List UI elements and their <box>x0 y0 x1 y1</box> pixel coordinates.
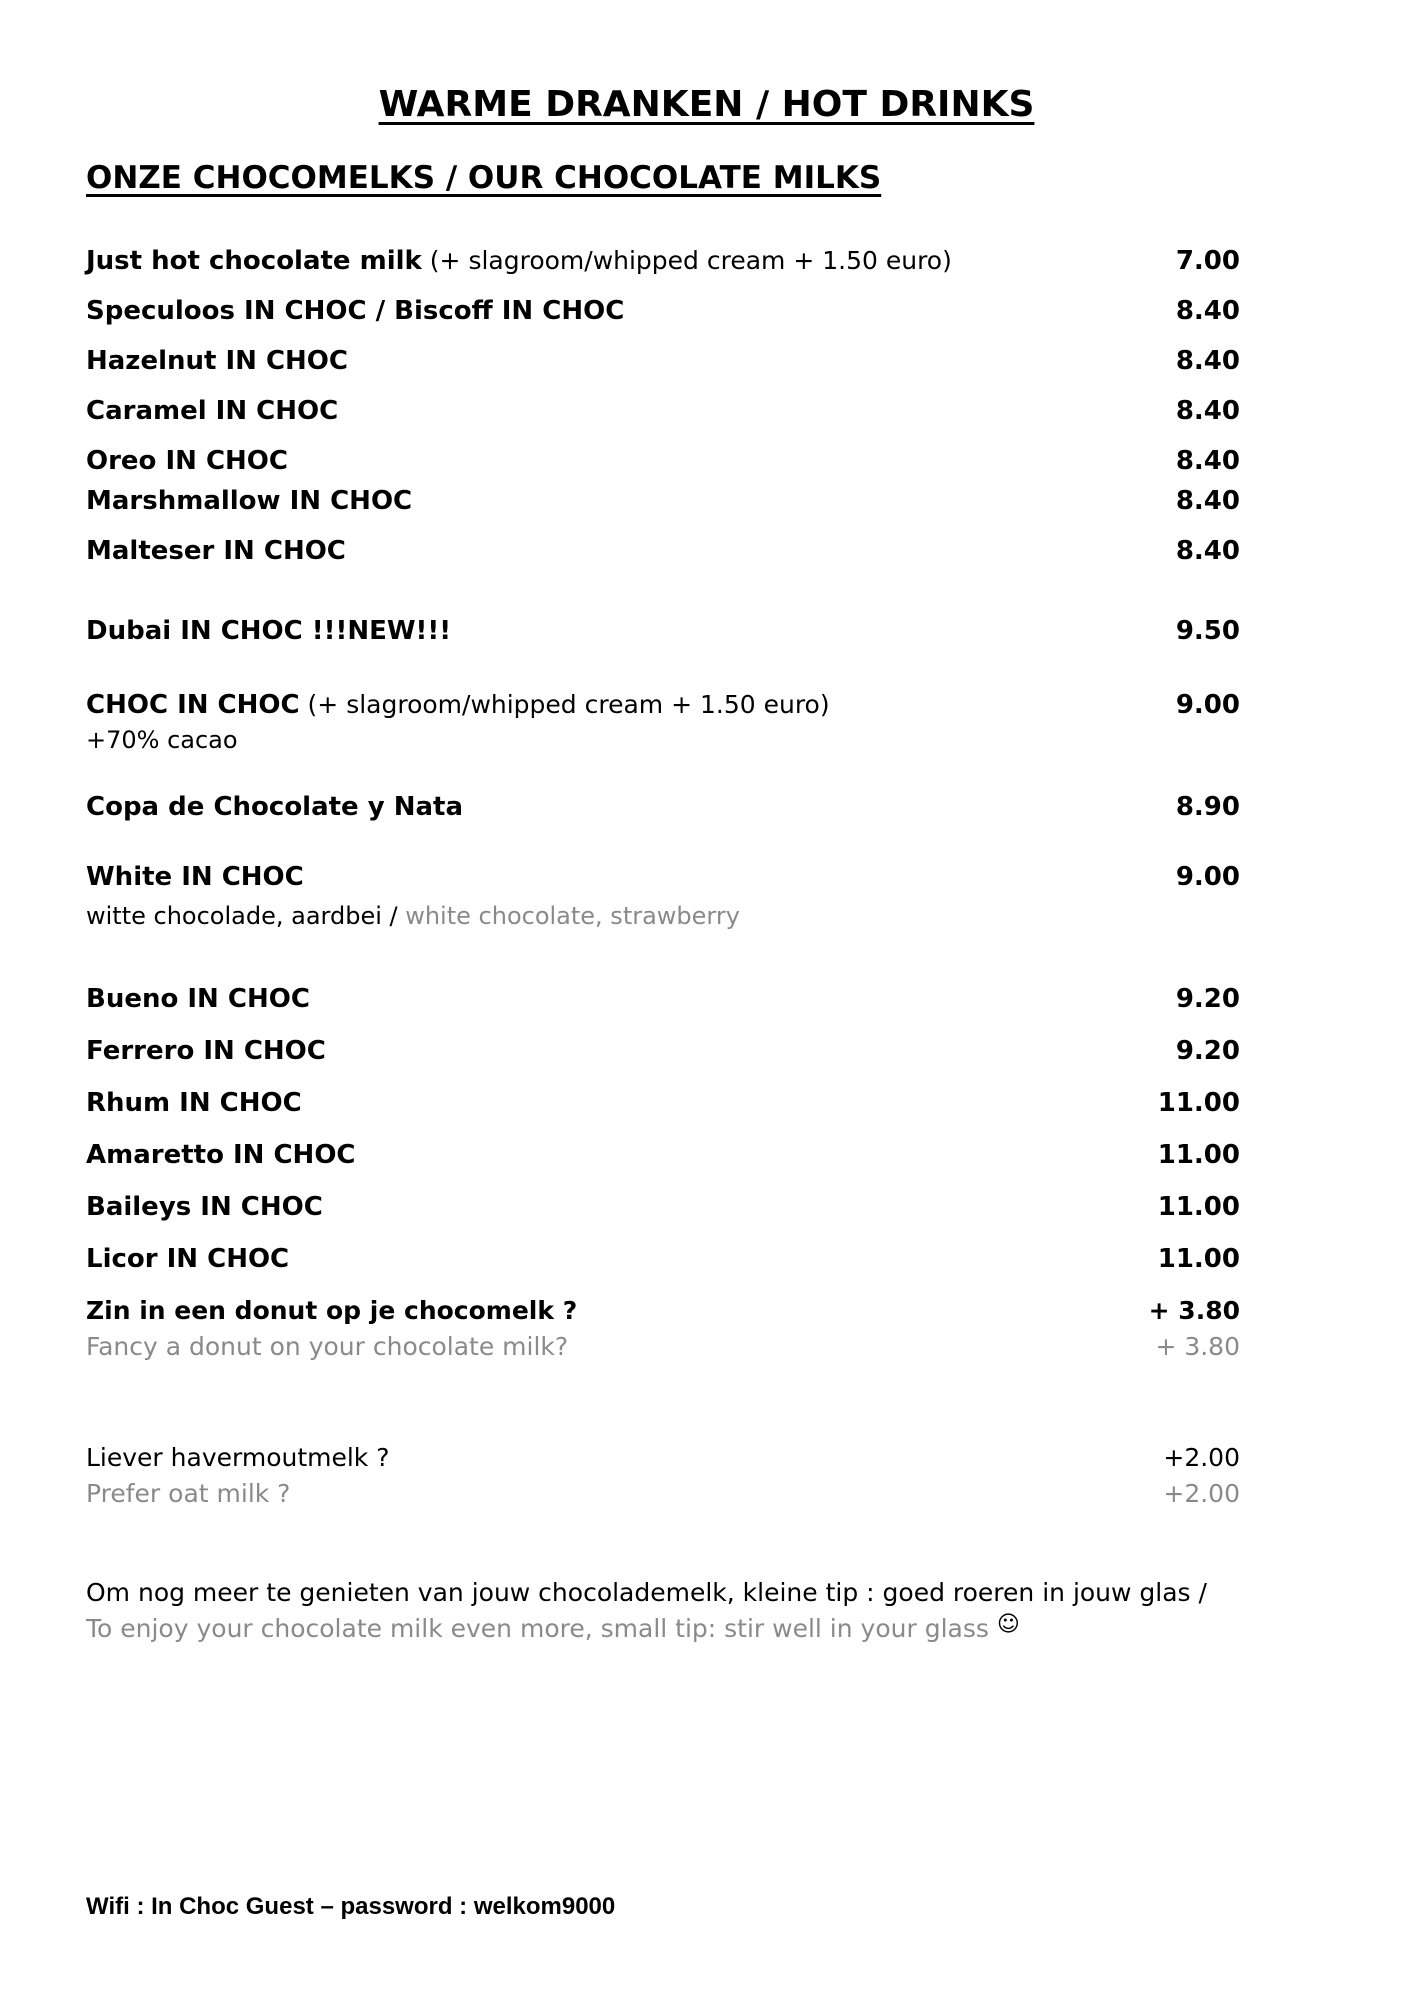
item-price: 8.40 <box>1175 396 1240 426</box>
item-name: Oreo IN CHOC <box>86 446 288 476</box>
item-name: White IN CHOC <box>86 862 304 892</box>
menu-item <box>86 1244 1240 1284</box>
oat-label-nl: Liever havermoutmelk ? <box>86 1443 390 1472</box>
menu-item <box>86 616 1240 656</box>
tip-en <box>86 1614 1020 1643</box>
item-name: Marshmallow IN CHOC <box>86 486 413 516</box>
item-price: 8.40 <box>1175 446 1240 476</box>
item-name: Rhum IN CHOC <box>86 1088 302 1118</box>
tip-nl: Om nog meer te genieten van jouw chocolademelk, kleine tip : goed roeren in jouw glas / <box>86 1578 1207 1607</box>
item-price: 9.00 <box>1175 862 1240 892</box>
menu-item <box>86 984 1240 1024</box>
oat-label-en: Prefer oat milk ? <box>86 1479 291 1508</box>
menu-item <box>86 346 1240 386</box>
oat-price-en: +2.00 <box>1163 1479 1240 1508</box>
item-name: CHOC IN CHOC <box>86 690 300 720</box>
item-price: 9.00 <box>1175 690 1240 720</box>
item-price: 11.00 <box>1157 1192 1240 1222</box>
item-price: 7.00 <box>1175 246 1240 276</box>
menu-item <box>86 1140 1240 1180</box>
donut-addon-en <box>86 1332 1240 1372</box>
item-price: 8.90 <box>1175 792 1240 822</box>
menu-item <box>86 690 1240 730</box>
item-price: 8.40 <box>1175 486 1240 516</box>
menu-item <box>86 792 1240 832</box>
oat-milk-option <box>86 1443 1240 1483</box>
smiley-icon: ☺ <box>996 1612 1020 1637</box>
menu-item <box>86 296 1240 336</box>
item-name: Baileys IN CHOC <box>86 1192 323 1222</box>
oat-milk-option-en <box>86 1479 1240 1519</box>
item-price: 8.40 <box>1175 296 1240 326</box>
menu-item <box>86 536 1240 576</box>
section-title: ONZE CHOCOMELKS / OUR CHOCOLATE MILKS <box>86 160 882 196</box>
item-subtitle-nl: witte chocolade, aardbei / <box>86 902 406 930</box>
item-name: Speculoos IN CHOC / Biscoff IN CHOC <box>86 296 625 326</box>
menu-item <box>86 246 1240 286</box>
menu-item <box>86 1192 1240 1232</box>
menu-item <box>86 396 1240 436</box>
item-price: 8.40 <box>1175 346 1240 376</box>
item-price: 11.00 <box>1157 1140 1240 1170</box>
menu-item <box>86 446 1240 486</box>
donut-price-nl: + 3.80 <box>1148 1296 1240 1325</box>
item-note: (+ slagroom/whipped cream + 1.50 euro) <box>299 690 830 719</box>
menu-item <box>86 862 1240 902</box>
item-price: 9.20 <box>1175 1036 1240 1066</box>
item-name: Amaretto IN CHOC <box>86 1140 356 1170</box>
page-title: WARME DRANKEN / HOT DRINKS <box>378 84 1035 125</box>
item-price: 11.00 <box>1157 1244 1240 1274</box>
menu-item <box>86 1036 1240 1076</box>
item-subtitle <box>86 902 740 930</box>
item-name: Just hot chocolate milk <box>86 246 422 276</box>
item-name: Hazelnut IN CHOC <box>86 346 348 376</box>
item-name: Bueno IN CHOC <box>86 984 310 1014</box>
item-price: 9.50 <box>1175 616 1240 646</box>
menu-item <box>86 1088 1240 1128</box>
item-subtitle-en: white chocolate, strawberry <box>405 902 740 930</box>
donut-price-en: + 3.80 <box>1155 1332 1240 1361</box>
item-name: Copa de Chocolate y Nata <box>86 792 464 822</box>
oat-price-nl: +2.00 <box>1163 1443 1240 1472</box>
item-name: Caramel IN CHOC <box>86 396 339 426</box>
item-price: 11.00 <box>1157 1088 1240 1118</box>
item-name: Malteser IN CHOC <box>86 536 346 566</box>
wifi-info: Wifi : In Choc Guest – password : welkom9000 <box>86 1893 616 1920</box>
item-price: 9.20 <box>1175 984 1240 1014</box>
item-name: Dubai IN CHOC !!!NEW!!! <box>86 616 452 646</box>
item-name: Licor IN CHOC <box>86 1244 290 1274</box>
donut-label-en: Fancy a donut on your chocolate milk? <box>86 1332 569 1361</box>
tip-en-text: To enjoy your chocolate milk even more, small tip: stir well in your glass <box>86 1614 997 1643</box>
item-note: (+ slagroom/whipped cream + 1.50 euro) <box>421 246 952 275</box>
donut-addon <box>86 1296 1240 1336</box>
donut-label-nl: Zin in een donut op je chocomelk ? <box>86 1296 578 1325</box>
item-name: Ferrero IN CHOC <box>86 1036 326 1066</box>
item-price: 8.40 <box>1175 536 1240 566</box>
menu-item <box>86 486 1240 526</box>
item-subtitle: +70% cacao <box>86 726 238 754</box>
